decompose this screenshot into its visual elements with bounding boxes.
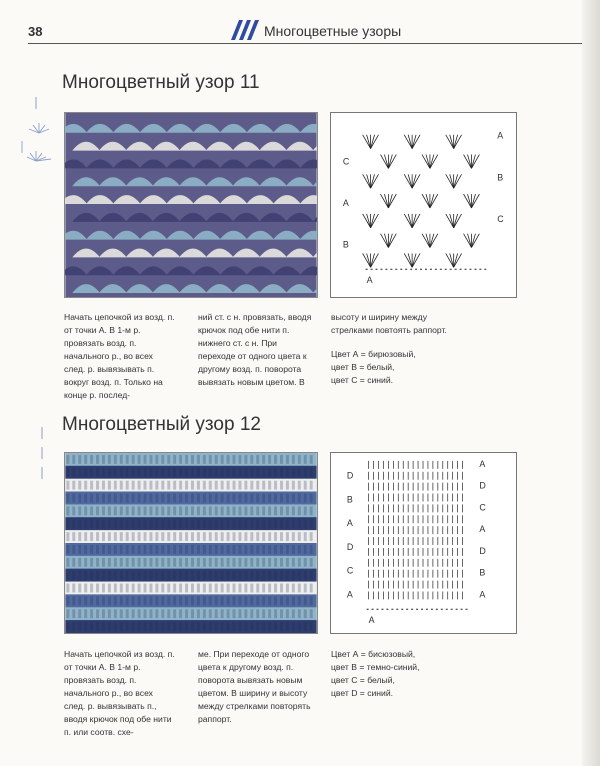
diagram-row-label: A [497, 130, 504, 141]
legend-item: Цвет А = бирюзовый, [331, 349, 416, 359]
diagram-row-label: C [342, 156, 350, 167]
header-title: Многоцветные узоры [264, 23, 402, 39]
pattern12-text-col1: Начать цепочкой из возд. п. от точки А. В 1-м р. провязать возд. п. начального р., во всех след. р. вывязывать п., вводя крючок под обе нити п. или соотв. схе- [64, 649, 175, 737]
page-number: 38 [28, 24, 43, 39]
diagram-row-label: B [342, 239, 349, 250]
pattern12-diagram [330, 452, 517, 634]
diagram-row-label: D [479, 545, 486, 556]
diagram-row-label: D [479, 480, 486, 491]
header-divider [28, 43, 582, 44]
section-logo-icon [225, 19, 261, 41]
legend-item: цвет В = темно-синий, [331, 662, 420, 672]
pattern11-color-legend [331, 348, 416, 387]
pattern11-text-col1: Начать цепочкой из возд. п. от точки А. В 1-м р. провязать возд. п. начального р., во всех след. р. вывязывать п. вокруг возд. п. Только на конце р. послед- [64, 312, 175, 400]
legend-item: цвет D = синий. [331, 688, 394, 698]
pattern12-text-col2: ме. При переходе от одного цвета к другому возд. п. поворота вывязать новым цветом. В ширину и высоту между стрелками повторять раппорт. [198, 649, 311, 724]
diagram-row-label: A [342, 197, 349, 208]
diagram-row-label: D [346, 541, 354, 552]
legend-item: цвет С = белый, [331, 675, 395, 685]
diagram-row-label: D [346, 470, 354, 481]
pencil-marks-icon [14, 95, 59, 170]
diagram-start-label: A [366, 275, 373, 286]
legend-item: цвет В = белый, [331, 362, 395, 372]
diagram-row-label: C [479, 502, 486, 513]
diagram-row-label: A [479, 589, 486, 600]
diagram-start-label: A [368, 615, 375, 626]
diagram-row-label: A [346, 518, 353, 529]
pattern11-text-col3: высоту и ширину между стрелками повтоять раппорт. [331, 312, 447, 335]
pattern12-color-legend [331, 648, 419, 700]
pattern11-diagram [330, 112, 517, 298]
diagram-row-label: B [346, 494, 353, 505]
page-binding-shadow [582, 0, 600, 766]
legend-item: цвет С = синий. [331, 375, 394, 385]
diagram-row-label: C [346, 565, 354, 576]
diagram-row-label: A [346, 589, 353, 600]
pattern11-photo [64, 112, 318, 298]
diagram-row-label: A [479, 458, 486, 469]
pencil-marks-icon [14, 425, 59, 485]
diagram-row-label: C [497, 213, 504, 224]
legend-item: Цвет А = бисюзовый, [331, 649, 416, 659]
pattern11-title: Многоцветный узор 11 [62, 72, 260, 93]
pattern12-photo [64, 452, 318, 634]
diagram-row-label: B [497, 172, 504, 183]
pattern11-text-col2: ний ст. с н. провязать, вводя крючок под обе нити п. нижнего ст. с н. При переходе от одного цвета к другому возд. п. поворота вывязать новым цветом. В [198, 312, 312, 387]
pattern12-title: Многоцветный узор 12 [62, 414, 261, 435]
diagram-row-label: A [479, 524, 486, 535]
diagram-row-label: B [479, 567, 486, 578]
